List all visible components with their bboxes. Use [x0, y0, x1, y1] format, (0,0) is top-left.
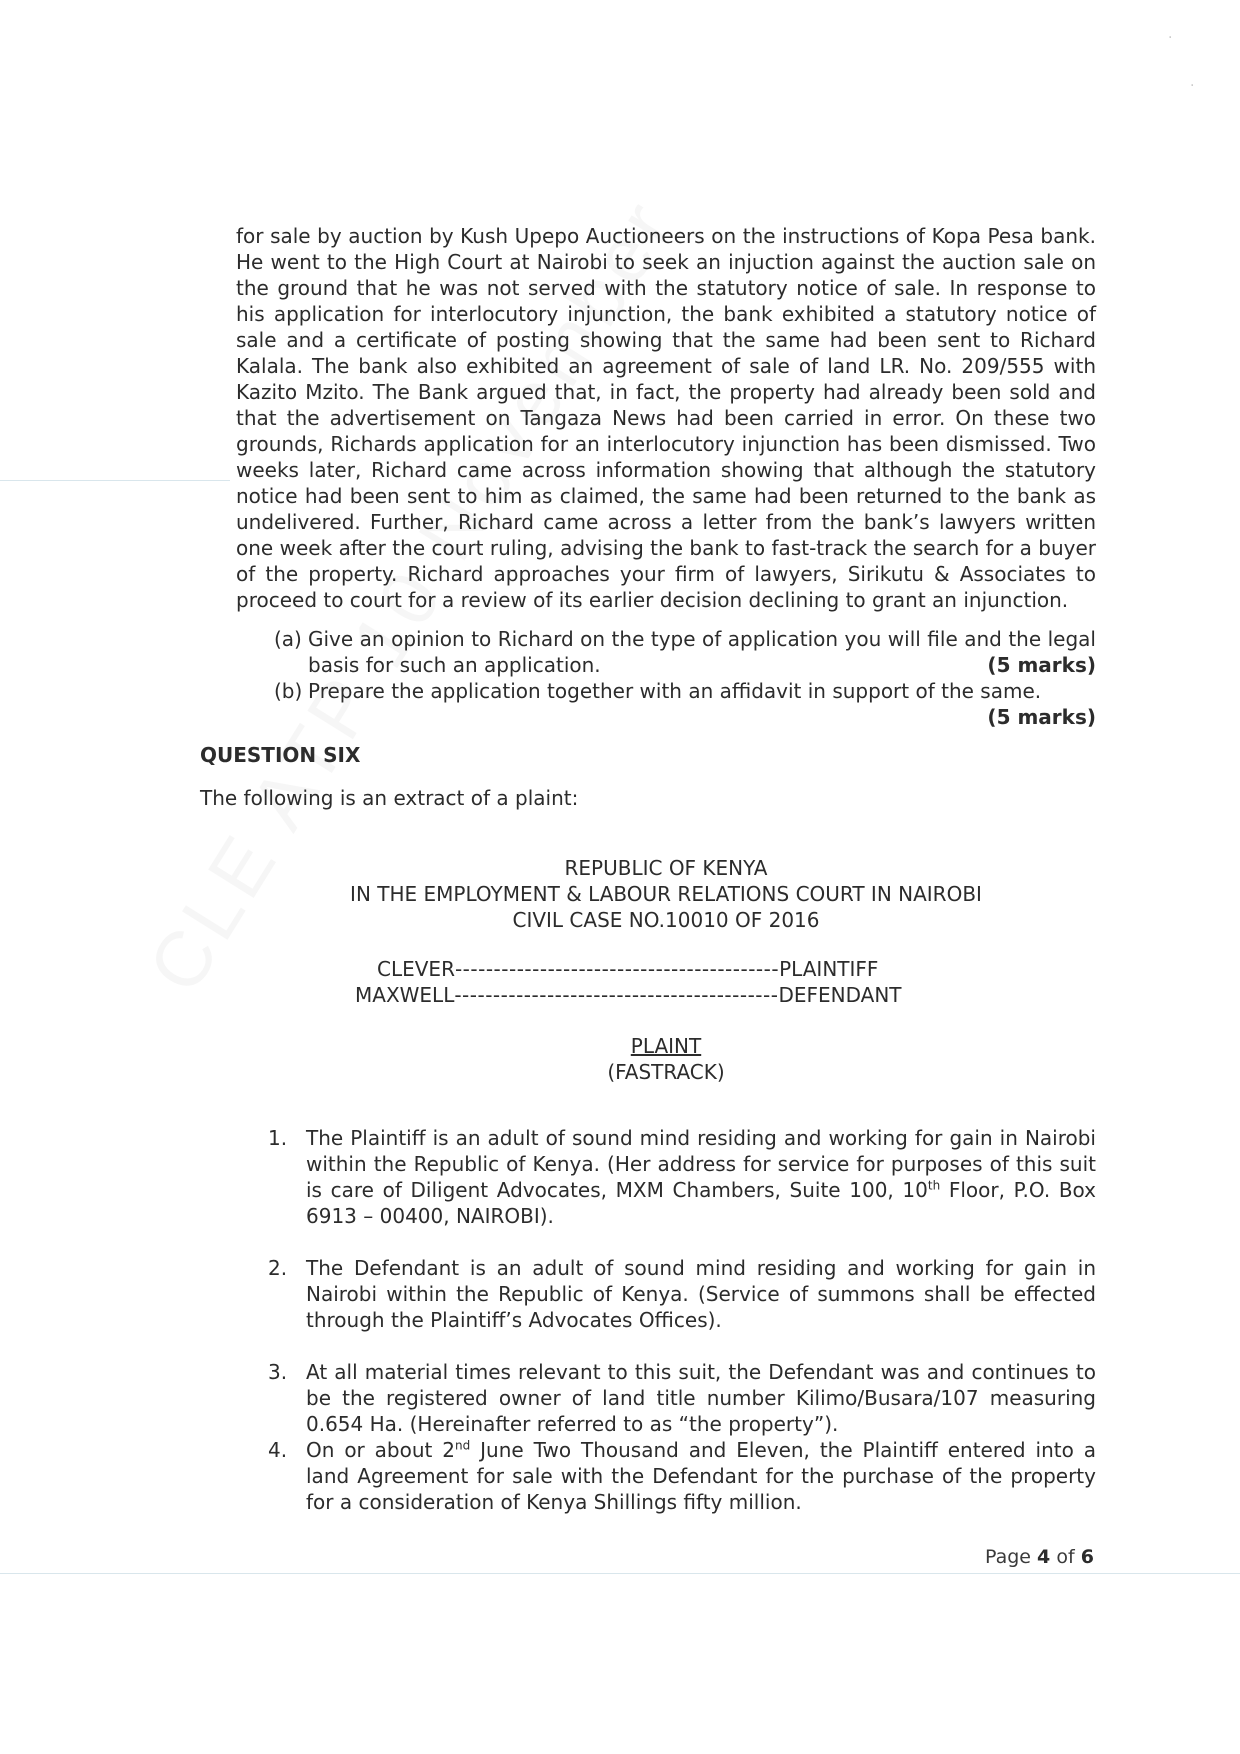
question-text: Prepare the application together with an affidavit in support of the same.	[308, 679, 1042, 703]
question-item	[274, 626, 1096, 678]
scan-speck: ·	[1168, 30, 1173, 46]
scan-artifact-line	[0, 1573, 1240, 1574]
page-number: Page 4 of 6	[985, 1546, 1094, 1568]
court-header	[236, 855, 1096, 933]
plaint-paragraph: 3. At all material times relevant to this suit, the Defendant was and continues to be the registered owner of land title number Kilimo/Busara/107 measuring 0.654 Ha. (Hereinafter referred to as “the property”).	[268, 1360, 1096, 1436]
marks-label: (5 marks)	[987, 705, 1096, 729]
plaint-paragraph: 1. The Plaintiff is an adult of sound mind residing and working for gain in Nairobi within the Republic of Kenya. (Her address for service for purposes of this suit is care of Diligent Advocates, MXM Chambers, Suite 100, 10th Floor, P.O. Box 6913 – 00400, NAIROBI).	[268, 1126, 1096, 1228]
question-label: (a)	[274, 627, 302, 651]
question-list	[274, 626, 1096, 704]
court-line-republic: REPUBLIC OF KENYA	[564, 856, 768, 880]
plaint-title: PLAINT	[630, 1034, 702, 1058]
plaint-paragraphs	[268, 1125, 1096, 1515]
continuation-block	[236, 223, 1096, 730]
plaint-subtitle: (FASTRACK)	[607, 1060, 725, 1084]
plaint-title-block	[236, 1033, 1096, 1085]
question-label: (b)	[274, 679, 303, 703]
plaint-paragraph: 2. The Defendant is an adult of sound mind residing and working for gain in Nairobi within the Republic of Kenya. (Service of summons shall be effected through the Plaintiff’s Advocates Offices).	[268, 1256, 1096, 1332]
party-row-plaintiff: CLEVER ------------------------------------------ PLAINTIFF	[377, 957, 879, 981]
intro-text: The following is an extract of a plaint:	[200, 786, 579, 810]
court-line-case: CIVIL CASE NO.10010 OF 2016	[512, 908, 820, 932]
party-row-defendant: MAXWELL ------------------------------------------ DEFENDANT	[355, 983, 902, 1007]
scan-speck: ·	[1190, 78, 1195, 94]
plaint-paragraph: 4. On or about 2nd June Two Thousand and Eleven, the Plaintiff entered into a land Agreement for sale with the Defendant for the purchase of the property for a consideration of Kenya Shillings fifty million.	[268, 1438, 1096, 1514]
question-item	[274, 678, 1096, 704]
parties-block	[355, 956, 902, 1008]
court-line-name: IN THE EMPLOYMENT & LABOUR RELATIONS COURT IN NAIROBI	[350, 882, 982, 906]
question-heading: QUESTION SIX	[200, 743, 361, 767]
continuation-paragraph: for sale by auction by Kush Upepo Auctioneers on the instructions of Kopa Pesa bank. He went to the High Court at Nairobi to seek an injuction against the auction sale on the ground that he was not served with the statutory notice of sale. In response to his application for interlocutory injunction, the bank exhibited a statutory notice of sale and a certificate of posting showing that the same had been sent to Richard Kalala. The bank also exhibited an agreement of sale of land LR. No. 209/555 with Kazito Mzito. The Bank argued that, in fact, the property had already been sold and that the advertisement on Tangaza News had been carried in error. On these two grounds, Richards application for an interlocutory injunction has been dismissed. Two weeks later, Richard came across information showing that although the statutory notice had been sent to him as claimed, the same had been returned to the bank as undelivered. Further, Richard came across a letter from the bank’s lawyers written one week after the court ruling, advising the bank to fast-track the search for a buyer of the property. Richard approaches your firm of lawyers, Sirikutu & Associates to proceed to court for a review of its earlier decision declining to grant an injunction.	[236, 224, 1096, 612]
question-text: Give an opinion to Richard on the type of application you will file and the legal basis for such an application. (5 marks)	[308, 627, 1096, 677]
marks-label: (5 marks)	[987, 653, 1096, 677]
scan-artifact-line	[0, 480, 230, 481]
